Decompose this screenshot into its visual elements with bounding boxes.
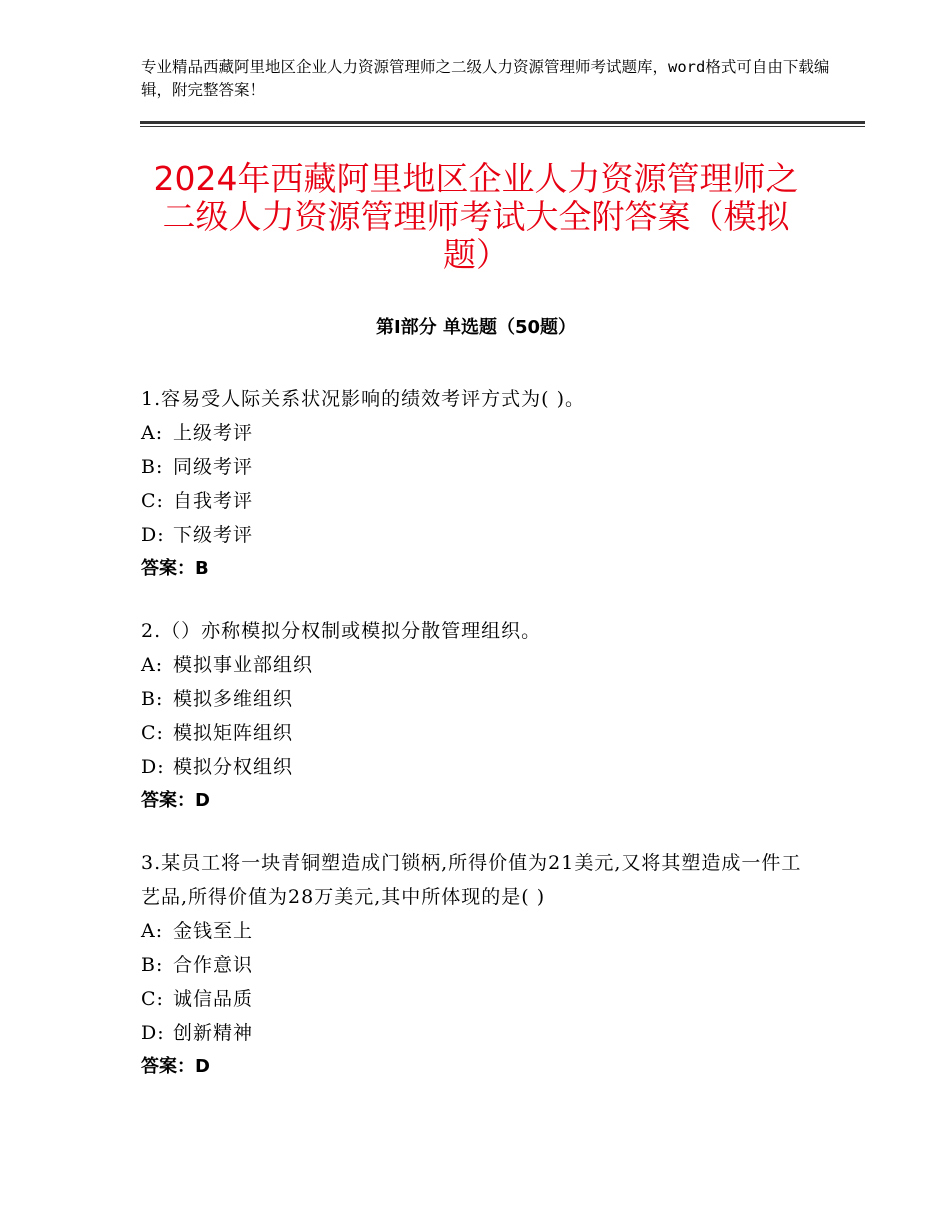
option-text: 诚信品质: [173, 988, 254, 1010]
option-letter: C:: [141, 722, 164, 744]
option-letter: A:: [141, 422, 164, 444]
option-d: [141, 750, 821, 784]
answer-line: 答案：B: [141, 558, 209, 579]
option-b: [141, 450, 821, 484]
document-title: 2024年西藏阿里地区企业人力资源管理师之二级人力资源管理师考试大全附答案（模拟题）: [153, 159, 799, 274]
option-letter: A:: [141, 920, 164, 942]
answer-line: 答案：D: [141, 1056, 210, 1077]
option-d: [141, 1016, 821, 1050]
question-item: [141, 382, 821, 586]
answer-line: 答案：D: [141, 790, 210, 811]
option-letter: D:: [141, 1022, 165, 1044]
option-a: [141, 648, 821, 682]
option-c: [141, 982, 821, 1016]
option-text: 上级考评: [173, 422, 254, 444]
option-text: 模拟事业部组织: [173, 654, 314, 676]
option-text: 合作意识: [173, 954, 254, 976]
option-letter: B:: [141, 688, 164, 710]
question-stem: 3.某员工将一块青铜塑造成门锁柄,所得价值为21美元,又将其塑造成一件工艺品,所得价值为28万美元,其中所体现的是( ): [141, 852, 802, 908]
option-b: [141, 948, 821, 982]
document-header-note: 专业精品西藏阿里地区企业人力资源管理师之二级人力资源管理师考试题库，word格式可自由下载编辑，附完整答案！: [141, 58, 830, 99]
question-item: [141, 614, 821, 818]
option-text: 金钱至上: [173, 920, 254, 942]
option-text: 模拟分权组织: [173, 756, 294, 778]
option-letter: C:: [141, 988, 164, 1010]
option-letter: B:: [141, 954, 164, 976]
question-item: [141, 846, 821, 1084]
option-letter: C:: [141, 490, 164, 512]
option-text: 下级考评: [173, 524, 254, 546]
header-divider-thick: [140, 121, 865, 124]
option-letter: D:: [141, 524, 165, 546]
option-c: [141, 484, 821, 518]
question-stem: 2.（）亦称模拟分权制或模拟分散管理组织。: [141, 620, 542, 642]
option-letter: B:: [141, 456, 164, 478]
option-c: [141, 716, 821, 750]
option-text: 模拟多维组织: [173, 688, 294, 710]
option-text: 创新精神: [173, 1022, 254, 1044]
question-list: [141, 382, 821, 1112]
option-text: 自我考评: [173, 490, 254, 512]
option-d: [141, 518, 821, 552]
option-letter: D:: [141, 756, 165, 778]
option-letter: A:: [141, 654, 164, 676]
header-divider-thin: [140, 126, 865, 127]
option-text: 同级考评: [173, 456, 254, 478]
option-text: 模拟矩阵组织: [173, 722, 294, 744]
option-a: [141, 416, 821, 450]
option-b: [141, 682, 821, 716]
question-stem: 1.容易受人际关系状况影响的绩效考评方式为( )。: [141, 388, 585, 410]
option-a: [141, 914, 821, 948]
section-heading: 第Ⅰ部分 单选题（50题）: [375, 317, 576, 338]
